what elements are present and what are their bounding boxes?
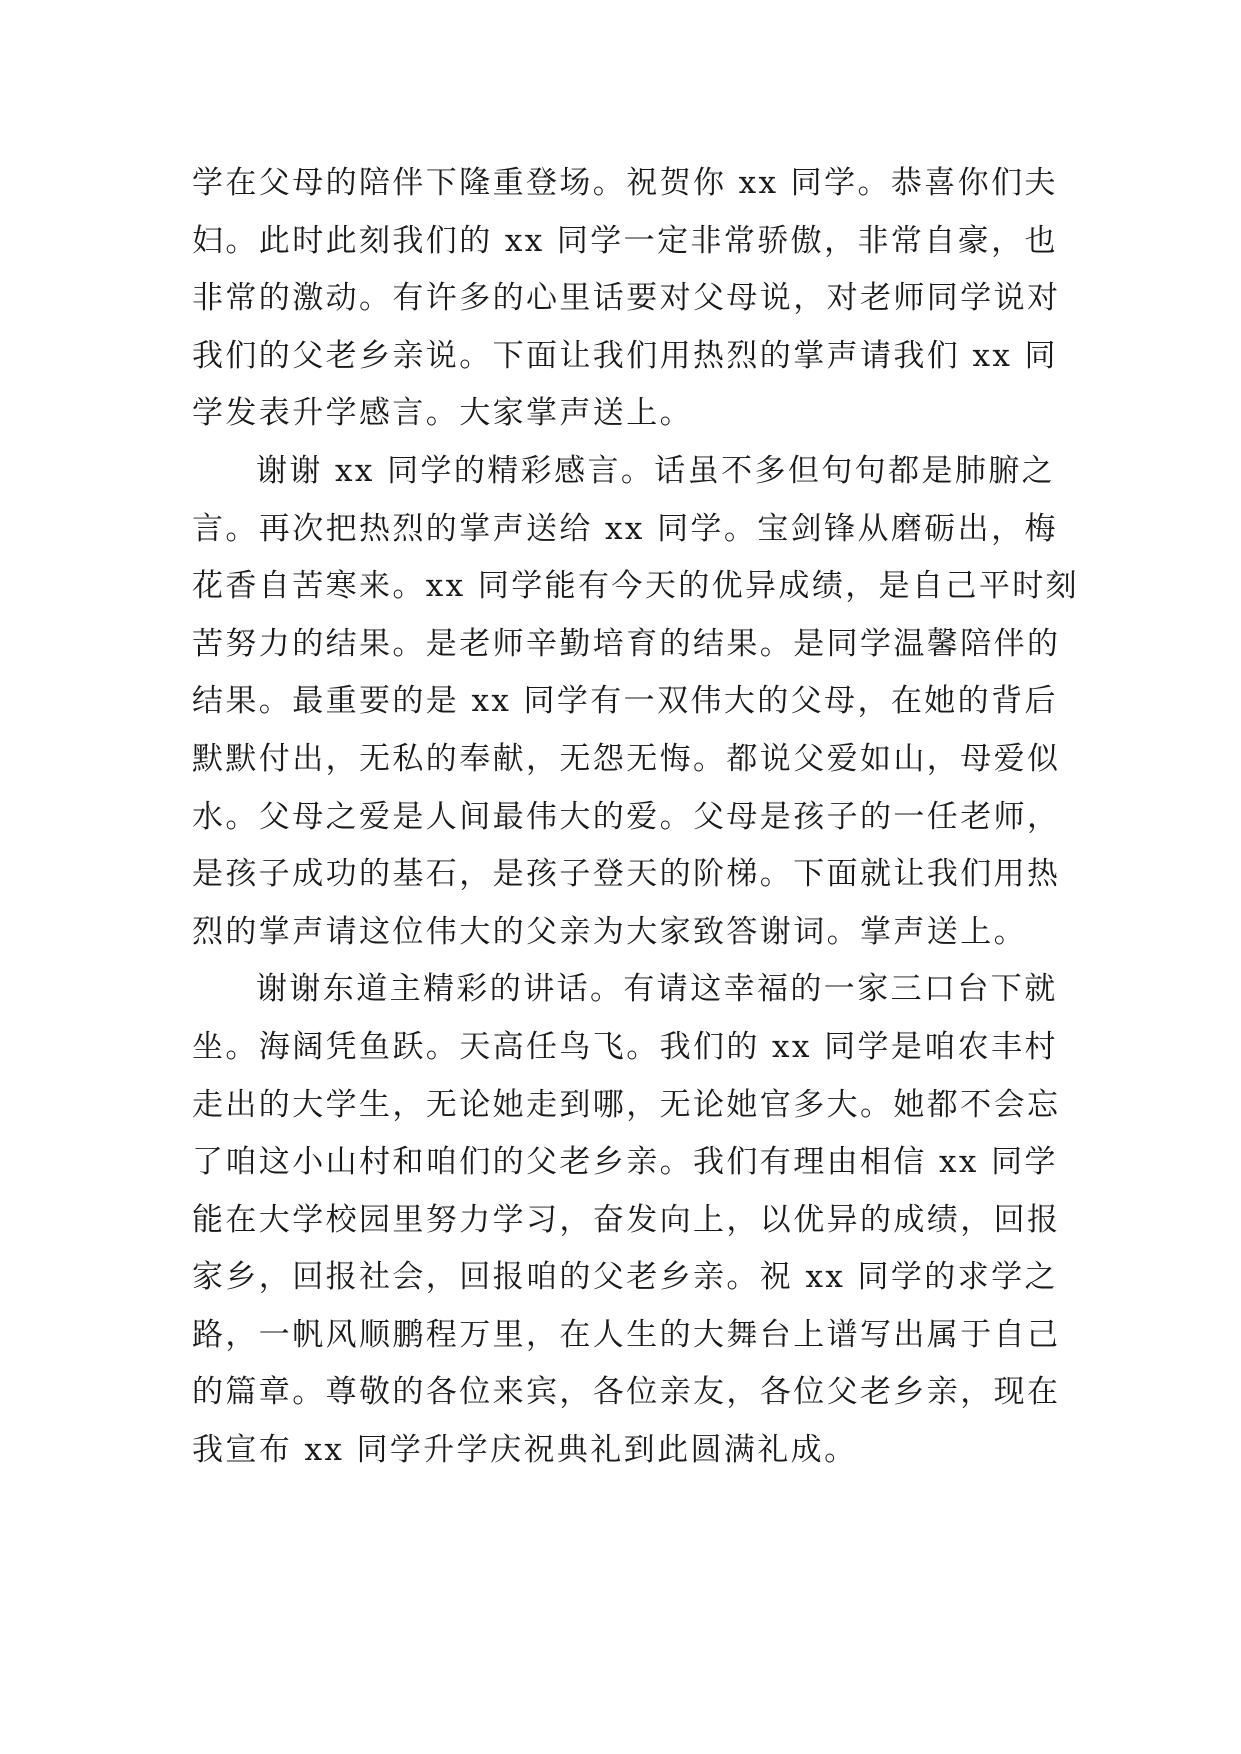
- text-line: 学发表升学感言。大家掌声送上。: [192, 395, 693, 432]
- document-body: [192, 155, 1080, 1480]
- text-line: 家乡，回报社会，回报咱的父老乡亲。祝 xx 同学的求学之: [192, 1259, 1058, 1296]
- text-line: 我宣布 xx 同学升学庆祝典礼到此圆满礼成。: [192, 1432, 858, 1469]
- text-line: 是孩子成功的基石，是孩子登天的阶梯。下面就让我们用热: [192, 856, 1061, 893]
- text-line: 学在父母的陪伴下隆重登场。祝贺你 xx 同学。恭喜你们夫: [192, 165, 1058, 201]
- text-line: 苦努力的结果。是老师辛勤培育的结果。是同学温馨陪伴的: [192, 625, 1061, 662]
- text-line: 非常的激动。有许多的心里话要对父母说，对老师同学说对: [192, 280, 1061, 317]
- text-line: 走出的大学生，无论她走到哪，无论她官多大。她都不会忘: [192, 1086, 1061, 1123]
- text-line: 妇。此时此刻我们的 xx 同学一定非常骄傲，非常自豪，也: [192, 222, 1058, 259]
- paragraph-start-line: 谢谢东道主精彩的讲话。有请这幸福的一家三口台下就: [256, 971, 1058, 1008]
- text-line: 烈的掌声请这位伟大的父亲为大家致答谢词。掌声送上。: [192, 913, 1027, 950]
- text-line: 言。再次把热烈的掌声送给 xx 同学。宝剑锋从磨砺出，梅: [192, 510, 1058, 547]
- text-line: 路，一帆风顺鹏程万里，在人生的大舞台上谱写出属于自己: [192, 1316, 1061, 1353]
- text-line: 的篇章。尊敬的各位来宾，各位亲友，各位父老乡亲，现在: [192, 1374, 1061, 1411]
- text-line: 能在大学校园里努力学习，奋发向上，以优异的成绩，回报: [192, 1201, 1061, 1238]
- paragraph-start-line: 谢谢 xx 同学的精彩感言。话虽不多但句句都是肺腑之: [256, 452, 1056, 489]
- text-line: 了咱这小山村和咱们的父老乡亲。我们有理由相信 xx 同学: [192, 1144, 1058, 1181]
- text-line: 结果。最重要的是 xx 同学有一双伟大的父母，在她的背后: [192, 683, 1058, 720]
- text-line: 花香自苦寒来。xx 同学能有今天的优异成绩，是自己平时刻: [192, 568, 1080, 605]
- text-line: 我们的父老乡亲说。下面让我们用热烈的掌声请我们 xx 同: [192, 337, 1058, 374]
- text-line: 水。父母之爱是人间最伟大的爱。父母是孩子的一任老师，: [192, 798, 1061, 835]
- text-line: 坐。海阔凭鱼跃。天高任鸟飞。我们的 xx 同学是咱农丰村: [192, 1028, 1058, 1065]
- text-line: 默默付出，无私的奉献，无怨无悔。都说父爱如山，母爱似: [192, 740, 1061, 777]
